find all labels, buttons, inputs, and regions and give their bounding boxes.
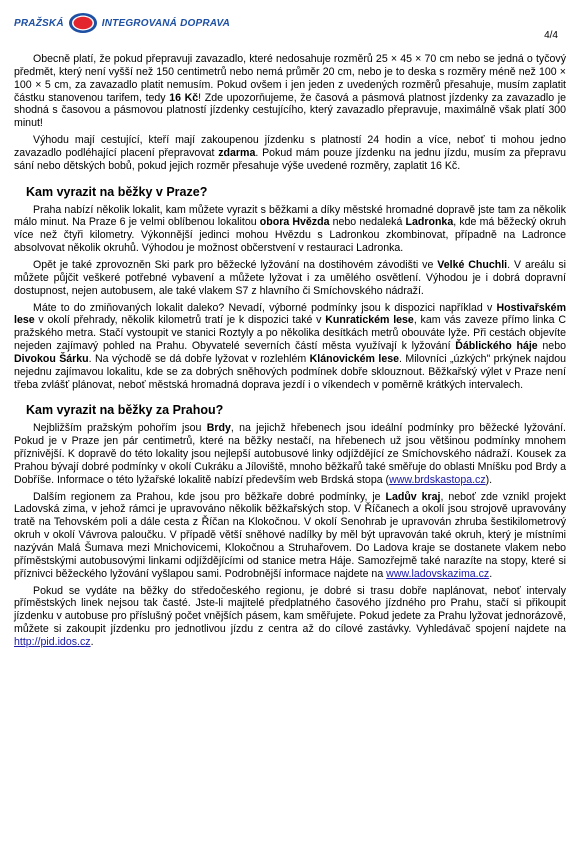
heading-skiing-outside-prague: Kam vyrazit na běžky za Prahou? xyxy=(26,403,224,418)
logo-text-right: INTEGROVANÁ DOPRAVA xyxy=(101,17,230,29)
text: v okolí přehrady, několik kilometrů tratí je k dispozici také v xyxy=(34,314,326,327)
text: Pokud se vydáte na běžky do středočeského regionu, je dobré si trasu dobře naplánovat, neboť intervaly příměstských linek nejsou tak časté. Jste-li majitelé předplatného časového jízdného pro Prahu, stačí si přikoupit jízdenku v autobuse pro příslušný počet vnějších pásem, kam směřujete. Pokud jedete za Prahu lyžovat jednorázově, můžete si zakoupit jízdenku pro jednotlivou jízdu z centra až do cílové zastávky. Vyhledávač spojení najdete na xyxy=(14,584,566,636)
bold-text: Klánovickém lese xyxy=(309,352,400,365)
text: . Na východě se dá dobře lyžovat v rozlehlém xyxy=(88,352,310,365)
text: . Pokud mám pouze jízdenku na jednu jízdu, musím za přepravu sání nebo dětských bobů, pokud jejich rozměr přesahuje výše uvedené rozměry, zaplatit 16 Kč. xyxy=(14,146,566,172)
text: , kde má běžecký okruh více než čtyři kilometry. Výkonnější jedinci mohou Hvězdu s Ladronkou zkombinovat, případně na Ladronce absolvovat několik okruhů. Výhodou je možnost občerstvení v restauraci Ladronka. xyxy=(14,216,566,255)
pid-emblem-icon xyxy=(68,12,98,34)
link-pid-idos[interactable]: http://pid.idos.cz xyxy=(14,635,91,648)
link-brdskastopa[interactable]: www.brdskastopa.cz xyxy=(389,473,486,486)
page-number: 4/4 xyxy=(544,30,558,41)
paragraph-brdy xyxy=(14,422,566,486)
text: , neboť zde vznikl projekt Ladovská zima, v jehož rámci je upravováno několik běžkařských stop. V Říčanech a okolí jsou strojově upravovány tratě na Tehovském poli a dále cesta z Říčan na Klokočnou. V okolí Senohrab je upravován zhruba šestikilometrový okruh v okolí Vávrova paloučku. V případě větší sněhové nadílky by měl být upravován také okruh, který je místními nazýván Malá Šumava mezi Mnichovicemi, Klokočnou a Struhařovem. Do Ladova kraje se dostanete vlakem nebo příměstskými autobusovými linkami odjíždějícími od stanice metra Háje. Samozřejmě také narazíte na stopy, které si příznivci běžeckého lyžování vyšlapou sami. Podrobnější informace najdete na xyxy=(14,490,567,580)
paragraph-luggage xyxy=(14,53,566,130)
text: Nejbližším pražským pohořím jsou xyxy=(33,422,207,435)
bold-text: 16 Kč xyxy=(169,91,199,104)
text: Máte to do zmiňovaných lokalit daleko? Nevadí, výborné podmínky jsou k dispozici například v xyxy=(33,301,497,314)
text: ). xyxy=(485,473,493,486)
text: Výhodu mají cestující, kteří mají zakoupenou jízdenku s platností 24 hodin a více, neboť ti mohou jedno zavazadlo podléhající placení přepravovat xyxy=(14,134,566,159)
bold-text: zdarma xyxy=(218,146,256,159)
text: . V areálu si můžete půjčit veškeré potřebné vybavení a můžete lyžovat i za umělého osvětlení. Výhodou je i dobrá dopravní dostupnost, nejen autobusem, ale také vlakem S7 z hlavního či Smíchovského nádraží. xyxy=(14,258,566,297)
text: nebo xyxy=(537,340,566,353)
page-header xyxy=(14,12,560,41)
link-ladovskazima[interactable]: www.ladovskazima.cz xyxy=(386,567,490,580)
bold-text: Ladův kraj xyxy=(385,490,441,503)
paragraph-advantage xyxy=(14,134,566,173)
heading-skiing-in-prague: Kam vyrazit na běžky v Praze? xyxy=(26,184,208,199)
text: Praha nabízí několik lokalit, kam můžete vyrazit s běžkami a díky městské hromadné dopravě jste tam za několik málo minut. Na Praze 6 je velmi oblíbenou lokalitou xyxy=(14,203,566,229)
bold-text: Ladronka xyxy=(405,216,454,229)
bold-text: Velké Chuchli xyxy=(437,258,508,271)
document-body xyxy=(14,53,566,653)
bold-text: Brdy xyxy=(206,422,231,435)
paragraph-chuchle xyxy=(14,259,566,298)
text: , na jejichž hřebenech jsou ideální podmínky pro běžecké lyžování. Pokud je v Praze jen pár centimetrů, které na běžky nestačí, na hřebenech už jsou většinou podmínky mnohem příznivější. K dopravě do této lokality jsou nejlepší autobusové linky odjíždějící ze Smíchovského nádraží. Kousek za Prahou bývají dobré podmínky v okolí Cukráku a Jíloviště, mnoho běžkařů také směřuje do oblasti Mníšku pod Brdy a Dobříše. Informace o této lyžařské lokalitě nabízí především web Brdská stopa ( xyxy=(14,422,566,486)
bold-text: Divokou Šárku xyxy=(14,352,89,365)
bold-text: obora Hvězda xyxy=(259,216,330,229)
text: Dalším regionem za Prahou, kde jsou pro běžkaře dobré podmínky, je xyxy=(33,490,386,503)
pid-logo xyxy=(14,12,230,34)
paragraph-forests xyxy=(14,302,566,392)
bold-text: Hostivařském lese xyxy=(14,301,566,327)
bold-text: Ďáblického háje xyxy=(455,340,538,353)
paragraph-hvezda xyxy=(14,204,566,255)
text: . xyxy=(489,567,493,580)
paragraph-planning xyxy=(14,585,566,649)
text: . xyxy=(90,635,94,648)
text: , kam vás zaveze přímo linka C pražského metra. Stačí vystoupit ve stanici Roztyly a po několika desítkách metrů obouváte lyže. Při cestách objevíte nejeden zajímavý pohled na Prahu. Obyvatelé severních částí města využívají k lyžování xyxy=(14,314,566,353)
text: nebo nedaleká xyxy=(329,216,406,229)
text: . Milovníci „úzkých" prkýnek najdou nejednu zajímavou lokalitu, kde se za dobrých sněhových podmínek dobře sklouznout. Běžkařský výlet v Praze není třeba zvlášť plánovat, neboť městská hromadná doprava jezdí i o víkendech v poměrně krátkých intervalech. xyxy=(14,352,566,391)
logo-text-left: PRAŽSKÁ xyxy=(14,17,64,29)
text: Opět je také zprovozněn Ski park pro běžecké lyžování na dostihovém závodišti ve xyxy=(33,258,438,271)
bold-text: Kunratickém lese xyxy=(325,314,414,327)
paragraph-laduv-kraj xyxy=(14,491,566,581)
text: Obecně platí, že pokud přepravuji zavazadlo, které nedosahuje rozměrů 25 × 45 × 70 cm nebo se jedná o tyčový předmět, který není vyšší než 150 centimetrů nebo nemá průměr 20 cm, nebo je to deska s rozměry méně než 100 × 100 × 5 cm, za zavazadlo platit nemusím. Pokud ovšem i jen jeden z uvedených rozměrů přesahuje, musím zaplatit částku stanovenou tarifem, tedy xyxy=(14,53,566,104)
text: ! Zde upozorňujeme, že časová a pásmová platnost jízdenky za zavazadlo je shodná s časovou a pásmovou platností jízdenky cestujícího, který zavazadlo přepravuje, maximálně však platí 300 minut! xyxy=(14,91,566,130)
